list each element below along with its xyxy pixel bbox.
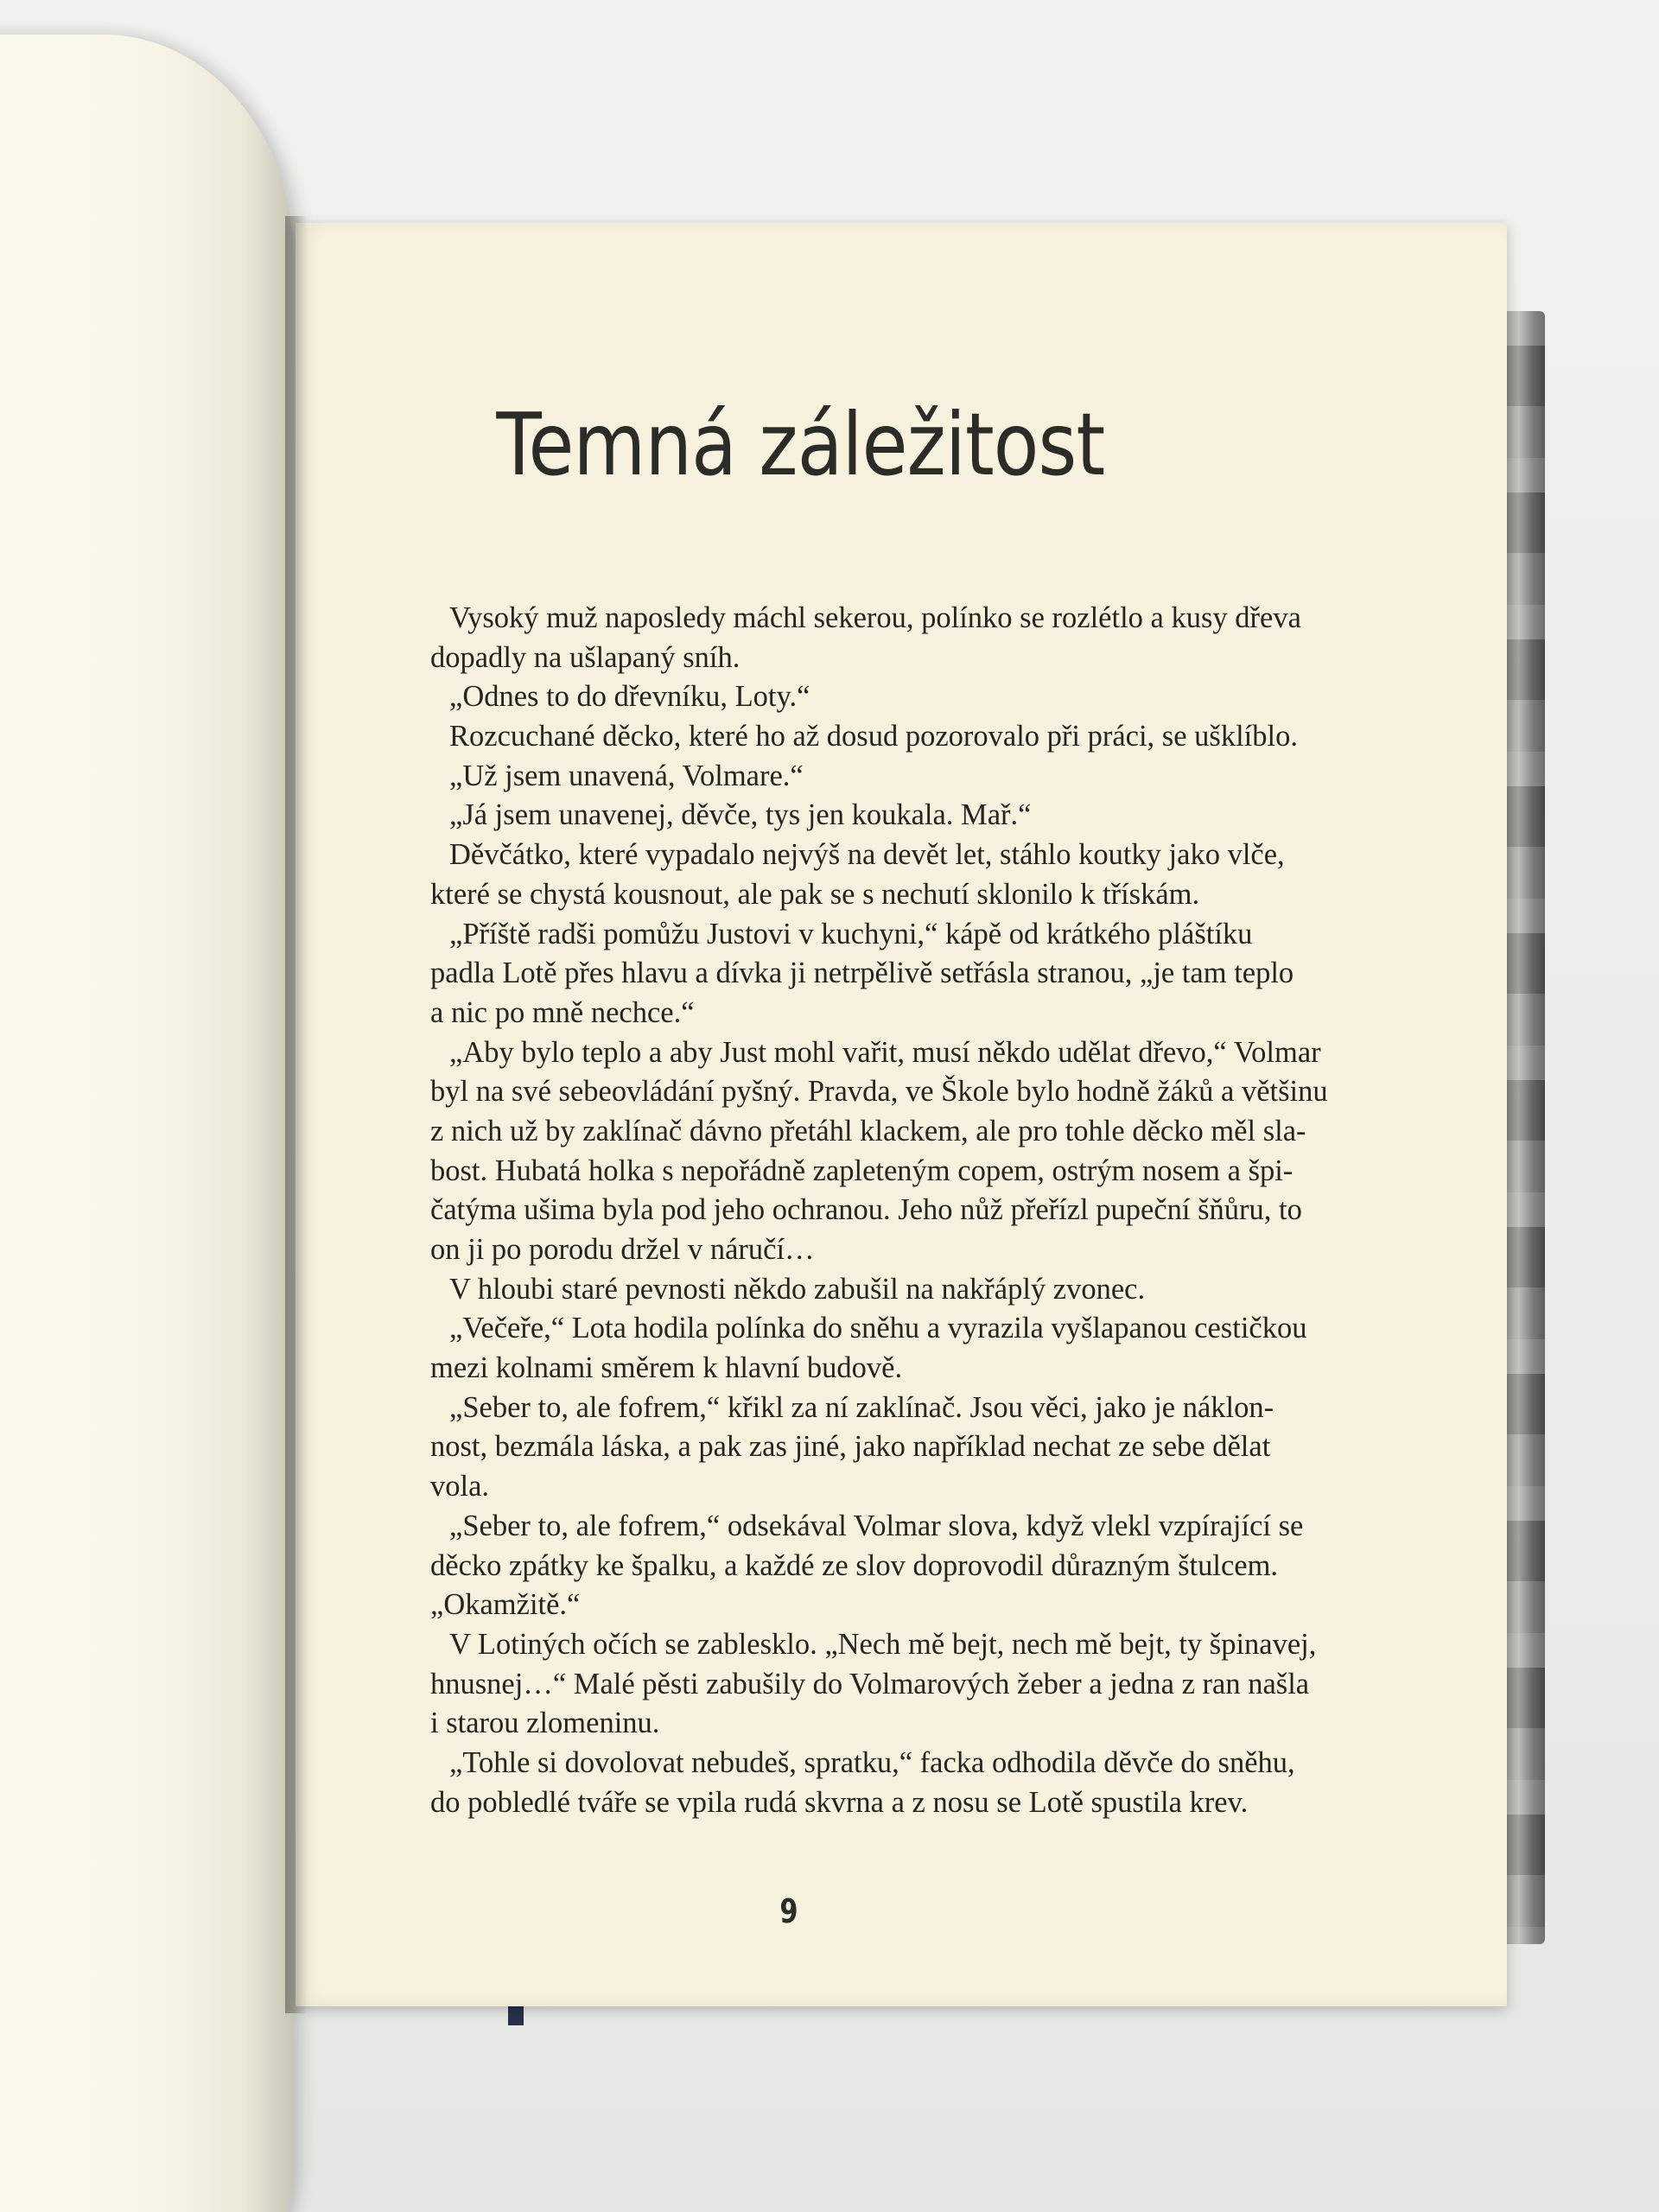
text-line: on ji po porodu držel v náručí… — [430, 1233, 815, 1266]
text-line: V Lotiných očích se zablesklo. „Nech mě bejt, nech mě bejt, ty špinavej, — [449, 1627, 1317, 1661]
text-line: „Seber to, ale fofrem,“ odsekával Volmar slova, když vlekl vzpírající se — [449, 1509, 1304, 1542]
text-line: Vysoký muž naposledy máchl sekerou, polínko se rozlétlo a kusy dřeva — [449, 601, 1301, 634]
text-line: a nic po mně nechce.“ — [430, 995, 695, 1029]
chapter-title: Temná záležitost — [496, 394, 1105, 495]
text-line: „Příště radši pomůžu Justovi v kuchyni,“ kápě od krátkého pláštíku — [449, 917, 1253, 950]
chapter-body — [430, 599, 1415, 1822]
page-number: 9 — [779, 1892, 798, 1930]
text-line: „Tohle si dovolovat nebudeš, spratku,“ facka odhodila děvče do sněhu, — [449, 1745, 1295, 1779]
text-line: hnusnej…“ Malé pěsti zabušily do Volmarových žeber a jedna z ran našla — [430, 1667, 1310, 1700]
text-line: mezi kolnami směrem k hlavní budově. — [430, 1351, 903, 1385]
text-line: které se chystá kousnout, ale pak se s nechutí sklonilo k třískám. — [430, 877, 1200, 911]
text-line: bost. Hubatá holka s nepořádně zapleteným copem, ostrým nosem a špi- — [430, 1154, 1294, 1187]
text-line: padla Lotě přes hlavu a dívka ji netrpělivě setřásla stranou, „je tam teplo — [430, 957, 1294, 990]
text-line: „Večeře,“ Lota hodila polínka do sněhu a vyrazila vyšlapanou cestičkou — [449, 1312, 1307, 1345]
text-line: „Okamžitě.“ — [430, 1588, 581, 1622]
text-line: „Seber to, ale fofrem,“ křikl za ní zaklínač. Jsou věci, jako je náklon- — [449, 1390, 1274, 1424]
left-page — [0, 35, 294, 2212]
text-line: „Aby bylo teplo a aby Just mohl vařit, musí někdo udělat dřevo,“ Volmar — [449, 1035, 1321, 1069]
text-line: do pobledlé tváře se vpila rudá skvrna a z nosu se Lotě spustila krev. — [430, 1785, 1249, 1819]
text-line: Děvčátko, které vypadalo nejvýš na devět let, stáhlo koutky jako vlče, — [449, 838, 1285, 872]
text-line: „Už jsem unavená, Volmare.“ — [449, 759, 804, 792]
text-line: dopadly na ušlapaný sníh. — [430, 640, 741, 674]
show-through-text — [0, 328, 24, 448]
text-line: „Já jsem unavenej, děvče, tys jen koukala. Mař.“ — [449, 798, 1032, 832]
bookmark-ribbon — [508, 2006, 524, 2025]
text-line: i starou zlomeninu. — [430, 1707, 660, 1740]
text-line: čatýma ušima byla pod jeho ochranou. Jeho nůž přeřízl pupeční šňůru, to — [430, 1193, 1302, 1227]
text-line: V hloubi staré pevnosti někdo zabušil na nakřáplý zvonec. — [449, 1272, 1146, 1306]
text-line: děcko zpátky ke špalku, a každé ze slov doprovodil důrazným štulcem. — [430, 1548, 1279, 1582]
text-line: vola. — [430, 1470, 490, 1503]
text-line: „Odnes to do dřevníku, Loty.“ — [449, 680, 810, 714]
text-line: byl na své sebeovládání pyšný. Pravda, ve Škole bylo hodně žáků a většinu — [430, 1075, 1328, 1109]
text-line: Rozcuchané děcko, které ho až dosud pozorovalo při práci, se ušklíblo. — [449, 720, 1298, 753]
text-line: nost, bezmála láska, a pak zas jiné, jako například nechat ze sebe dělat — [430, 1430, 1271, 1464]
text-line: z nich už by zaklínač dávno přetáhl klackem, ale pro tohle děcko měl sla- — [430, 1114, 1306, 1147]
